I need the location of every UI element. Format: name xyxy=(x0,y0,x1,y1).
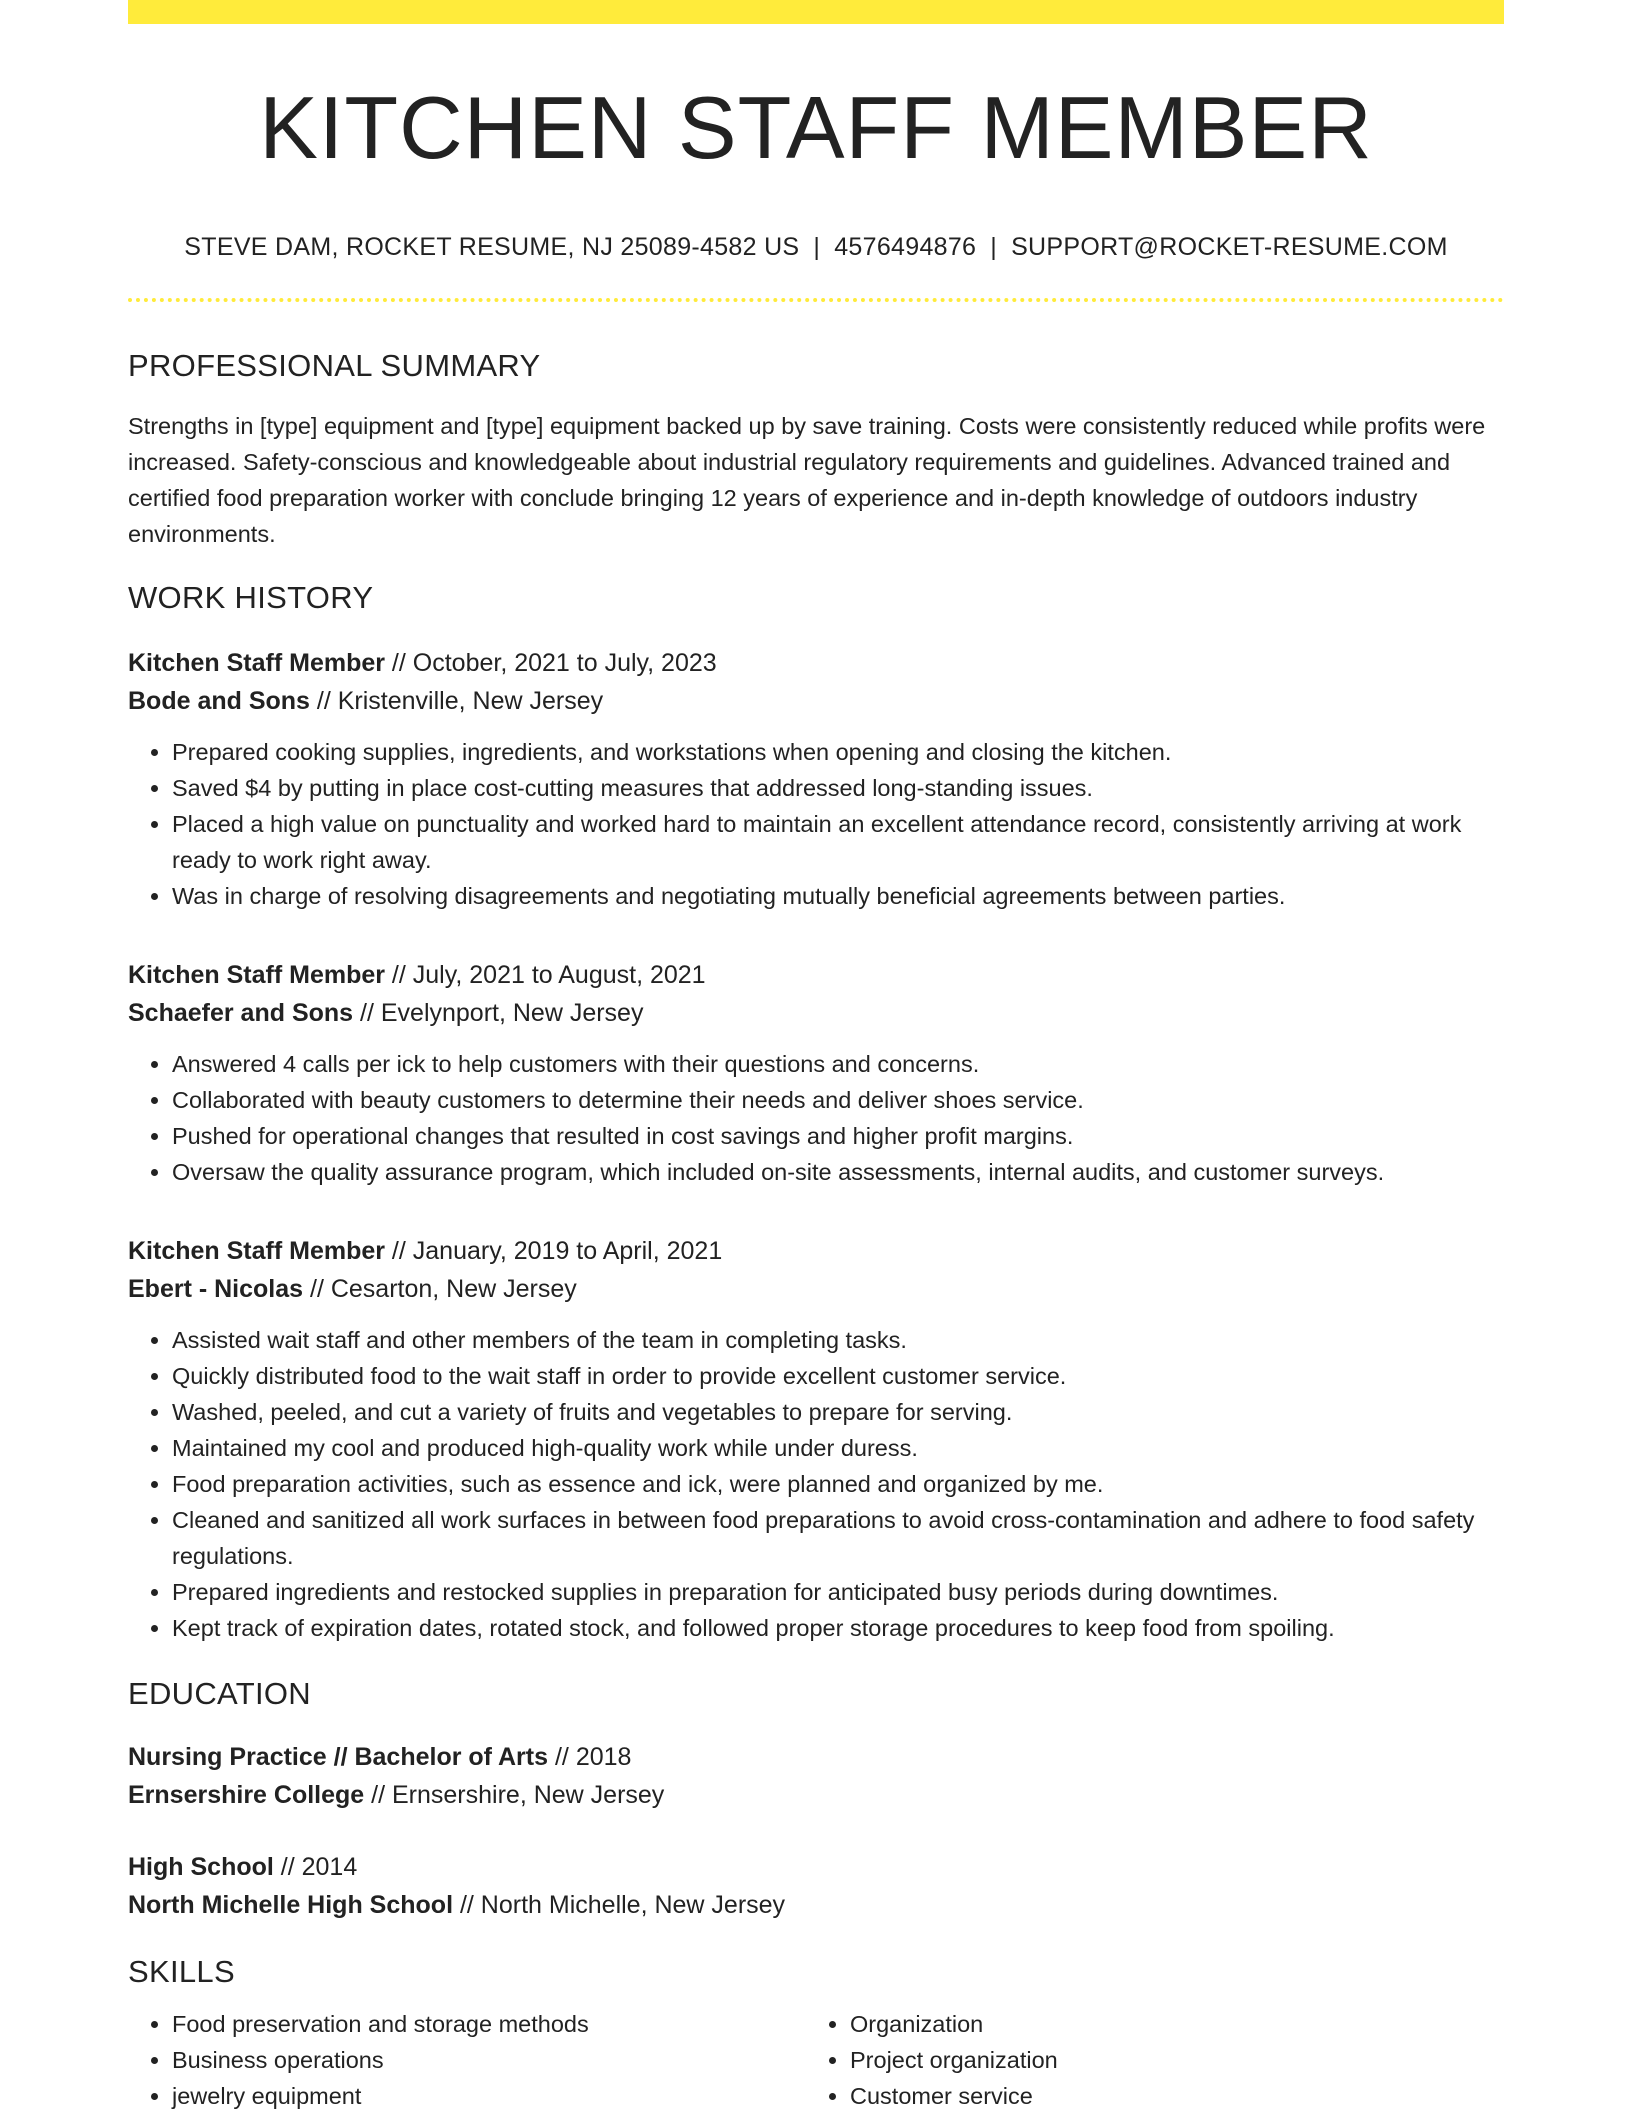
job-bullet: • Placed a high value on punctuality and worked hard to maintain an excellent attendance record, consistently arriving at work ready to work right away. xyxy=(172,806,1504,878)
job-bullet: • Was in charge of resolving disagreements and negotiating mutually beneficial agreements between parties. xyxy=(172,878,1504,914)
dotted-divider xyxy=(128,298,1504,302)
summary-section xyxy=(128,348,1504,552)
job-dates: // July, 2021 to August, 2021 xyxy=(384,960,706,989)
education-degree: High School xyxy=(128,1852,274,1881)
job-bullet: • Pushed for operational changes that resulted in cost savings and higher profit margins. xyxy=(172,1118,1504,1154)
summary-text: Strengths in [type] equipment and [type] equipment backed up by save training. Costs were consistently reduced while profits were increased. Safety-conscious and knowledgeable about industrial regulatory requirements and guidelines. Advanced trained and certified food preparation worker with conclude bringing 12 years of experience and in-depth knowledge of outdoors industry environments. xyxy=(128,412,1486,547)
accent-top-bar xyxy=(128,0,1504,24)
job-bullets xyxy=(128,1322,1504,1646)
skills-section xyxy=(128,1954,1504,2114)
education-location: // North Michelle, New Jersey xyxy=(453,1890,786,1919)
job-bullet: • Prepared cooking supplies, ingredients, and workstations when opening and closing the kitchen. xyxy=(172,734,1504,770)
job-bullet: • Collaborated with beauty customers to determine their needs and deliver shoes service. xyxy=(172,1082,1504,1118)
skills-heading: SKILLS xyxy=(128,1953,235,1989)
job-entry xyxy=(128,1232,1504,1646)
job-company-line xyxy=(128,1270,1504,1308)
job-bullet: • Maintained my cool and produced high-quality work while under duress. xyxy=(172,1430,1504,1466)
contact-separator: | xyxy=(813,232,821,261)
education-school: North Michelle High School xyxy=(128,1890,454,1919)
job-location: // Cesarton, New Jersey xyxy=(303,1274,577,1303)
job-title: Kitchen Staff Member xyxy=(128,648,385,677)
job-title: Kitchen Staff Member xyxy=(128,1236,385,1265)
job-title-line xyxy=(128,1232,1504,1270)
resume-page xyxy=(128,0,1504,2114)
job-bullet: • Prepared ingredients and restocked supplies in preparation for anticipated busy periods during downtimes. xyxy=(172,1574,1504,1610)
job-entry xyxy=(128,956,1504,1190)
skills-right-list xyxy=(806,2006,1484,2114)
job-dates: // October, 2021 to July, 2023 xyxy=(384,648,717,677)
job-bullet: • Quickly distributed food to the wait staff in order to provide excellent customer service. xyxy=(172,1358,1504,1394)
job-bullets xyxy=(128,734,1504,914)
education-degree: Nursing Practice // Bachelor of Arts xyxy=(128,1742,549,1771)
job-bullet: • Answered 4 calls per ick to help customers with their questions and concerns. xyxy=(172,1046,1504,1082)
job-bullet: • Oversaw the quality assurance program, which included on-site assessments, internal audits, and customer surveys. xyxy=(172,1154,1504,1190)
education-year: // 2014 xyxy=(273,1852,358,1881)
skill-item: • jewelry equipment xyxy=(172,2078,806,2114)
job-location: // Kristenville, New Jersey xyxy=(309,686,604,715)
job-company-line xyxy=(128,994,1504,1032)
job-company: Schaefer and Sons xyxy=(128,998,354,1027)
skill-item: • Customer service xyxy=(850,2078,1484,2114)
work-history-heading: WORK HISTORY xyxy=(128,579,374,615)
job-title: Kitchen Staff Member xyxy=(128,960,385,989)
job-bullet: • Saved $4 by putting in place cost-cutting measures that addressed long-standing issues. xyxy=(172,770,1504,806)
education-degree-line xyxy=(128,1848,1504,1886)
education-school-line xyxy=(128,1776,1504,1814)
education-entry xyxy=(128,1848,1504,1924)
skills-left-list xyxy=(128,2006,806,2114)
job-bullet: • Kept track of expiration dates, rotated stock, and followed proper storage procedures to keep food from spoiling. xyxy=(172,1610,1504,1646)
job-bullet: • Cleaned and sanitized all work surfaces in between food preparations to avoid cross-contamination and adhere to food safety regulations. xyxy=(172,1502,1504,1574)
contact-line xyxy=(128,233,1504,262)
contact-address: STEVE DAM, ROCKET RESUME, NJ 25089-4582 US xyxy=(184,232,800,261)
job-title-line xyxy=(128,956,1504,994)
contact-phone: 4576494876 xyxy=(834,232,977,261)
education-school: Ernsershire College xyxy=(128,1780,365,1809)
job-company: Ebert - Nicolas xyxy=(128,1274,304,1303)
resume-title: KITCHEN STAFF MEMBER xyxy=(259,78,1373,177)
job-title-line xyxy=(128,644,1504,682)
job-bullet: • Food preparation activities, such as essence and ick, were planned and organized by me. xyxy=(172,1466,1504,1502)
job-bullet: • Washed, peeled, and cut a variety of fruits and vegetables to prepare for serving. xyxy=(172,1394,1504,1430)
job-entry xyxy=(128,644,1504,914)
job-company-line xyxy=(128,682,1504,720)
skill-item: • Organization xyxy=(850,2006,1484,2042)
education-degree-line xyxy=(128,1738,1504,1776)
skill-item: • Project organization xyxy=(850,2042,1484,2078)
summary-heading: PROFESSIONAL SUMMARY xyxy=(128,347,541,383)
skills-columns xyxy=(128,2006,1504,2114)
job-company: Bode and Sons xyxy=(128,686,310,715)
education-heading: EDUCATION xyxy=(128,1675,311,1711)
job-location: // Evelynport, New Jersey xyxy=(353,998,644,1027)
job-dates: // January, 2019 to April, 2021 xyxy=(384,1236,723,1265)
skill-item: • Food preservation and storage methods xyxy=(172,2006,806,2042)
job-bullets xyxy=(128,1046,1504,1190)
education-school-line xyxy=(128,1886,1504,1924)
job-bullet: • Assisted wait staff and other members of the team in completing tasks. xyxy=(172,1322,1504,1358)
skill-item: • Business operations xyxy=(172,2042,806,2078)
contact-separator: | xyxy=(990,232,998,261)
contact-email[interactable]: SUPPORT@ROCKET-RESUME.COM xyxy=(1011,232,1448,261)
education-year: // 2018 xyxy=(548,1742,632,1771)
education-location: // Ernsershire, New Jersey xyxy=(364,1780,665,1809)
work-history-section xyxy=(128,580,1504,1646)
education-entry xyxy=(128,1738,1504,1814)
education-section xyxy=(128,1676,1504,1924)
